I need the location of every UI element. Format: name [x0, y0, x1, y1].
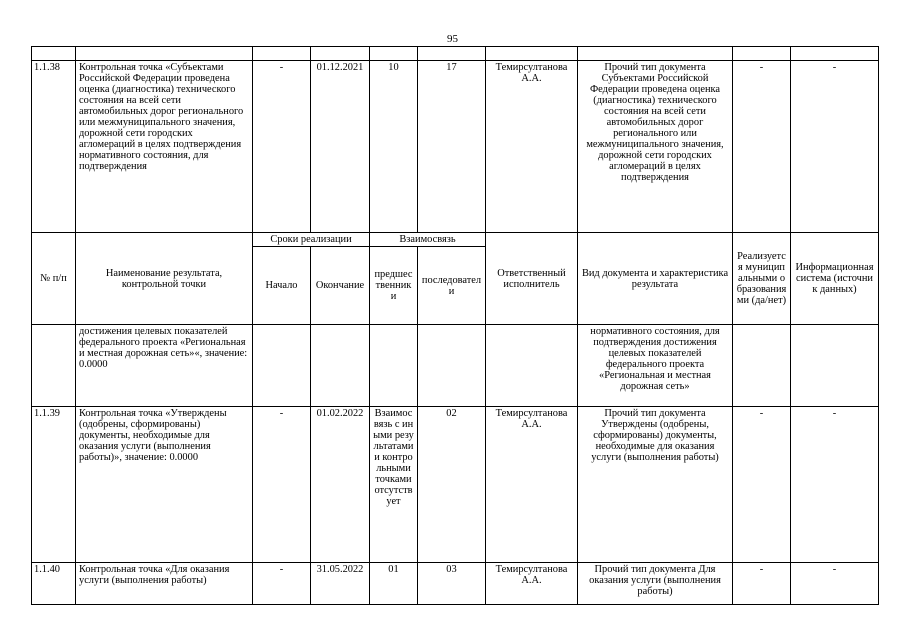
predecessors: 01 [370, 563, 418, 605]
document-type: Прочий тип документа Утверждены (одобрены, сформированы) документы, необходимые для оказания услуги (выполнения работы) [578, 407, 733, 563]
header-document: Вид документа и характеристика результата [578, 233, 733, 325]
header-terms: Сроки реализации [253, 233, 370, 247]
successors: 17 [418, 61, 486, 233]
table-top-spacer-row [32, 47, 879, 61]
info-system: - [791, 407, 879, 563]
row-number: 1.1.40 [32, 563, 76, 605]
successors: 03 [418, 563, 486, 605]
header-link: Взаимосвязь [370, 233, 486, 247]
predecessors: Взаимосвязь с иными результатами и контрольными точками отсутствует [370, 407, 418, 563]
header-start: Начало [253, 247, 311, 325]
municipal-flag: - [733, 563, 791, 605]
end-date: 01.12.2021 [311, 61, 370, 233]
header-info-system: Информационная система (источник данных) [791, 233, 879, 325]
info-system: - [791, 563, 879, 605]
table-row [32, 563, 879, 605]
responsible: Темирсултанова А.А. [486, 563, 578, 605]
responsible: Темирсултанова А.А. [486, 407, 578, 563]
header-end: Окончание [311, 247, 370, 325]
document-type-continued: нормативного состояния, для подтверждения достижения целевых показателей федерального проекта «Региональная и местная дорожная сеть» [578, 325, 733, 407]
result-name: Контрольная точка «Для оказания услуги (выполнения работы) [76, 563, 253, 605]
result-name: Контрольная точка «Утверждены (одобрены, сформированы) документы, необходимые для оказания услуги (выполнения работы)», значение: 0.0000 [76, 407, 253, 563]
table-row [32, 407, 879, 563]
table-row [32, 61, 879, 233]
table-row-continuation [32, 325, 879, 407]
header-row-groups [32, 233, 879, 247]
document-type: Прочий тип документа Для оказания услуги (выполнения работы) [578, 563, 733, 605]
header-responsible: Ответственный исполнитель [486, 233, 578, 325]
municipal-flag: - [733, 407, 791, 563]
document-type: Прочий тип документа Субъектами Российской Федерации проведена оценка (диагностика) технического состояния на всей сети автомобильных дорог регионального или межмуниципального значения, дорожной сети городских агломераций в целях подтверждения [578, 61, 733, 233]
start-date: - [253, 407, 311, 563]
page-number: 95 [447, 33, 458, 45]
result-name: Контрольная точка «Субъектами Российской Федерации проведена оценка (диагностика) технического состояния на всей сети автомобильных дорог регионального или межмуниципального значения, дорожной сети городских агломераций в целях подтверждения нормативного состояния, для подтверждения [76, 61, 253, 233]
header-successors: последователи [418, 247, 486, 325]
header-name: Наименование результата, контрольной точки [76, 233, 253, 325]
row-number: 1.1.39 [32, 407, 76, 563]
start-date: - [253, 61, 311, 233]
header-predecessors: предшественники [370, 247, 418, 325]
header-municipal: Реализуется муниципальными образованиями (да/нет) [733, 233, 791, 325]
info-system: - [791, 61, 879, 233]
successors: 02 [418, 407, 486, 563]
start-date: - [253, 563, 311, 605]
predecessors: 10 [370, 61, 418, 233]
end-date: 01.02.2022 [311, 407, 370, 563]
results-table [31, 46, 879, 605]
row-number: 1.1.38 [32, 61, 76, 233]
responsible: Темирсултанова А.А. [486, 61, 578, 233]
municipal-flag: - [733, 61, 791, 233]
result-name-continued: достижения целевых показателей федерального проекта «Региональная и местная дорожная сеть»«, значение: 0.0000 [76, 325, 253, 407]
end-date: 31.05.2022 [311, 563, 370, 605]
header-num: № п/п [32, 233, 76, 325]
